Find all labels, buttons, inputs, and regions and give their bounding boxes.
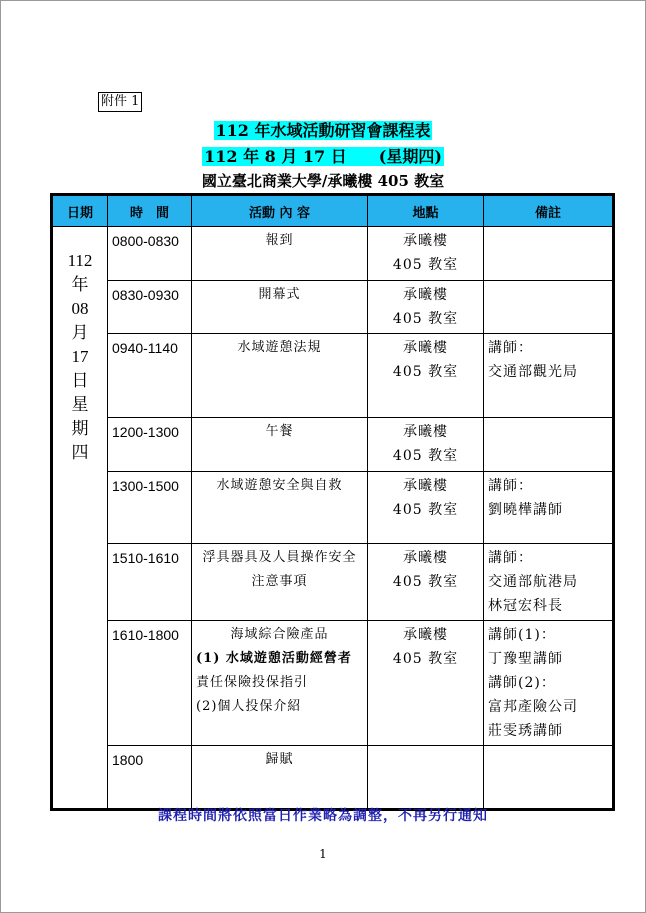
activity-cell: [192, 227, 368, 281]
activity-cell: [192, 281, 368, 334]
location-cell-line: 405 教室: [392, 651, 459, 667]
activity-cell: [192, 621, 368, 746]
header-location: 地點: [368, 195, 484, 227]
note-cell-line: 講師：: [488, 340, 533, 356]
time-cell: 0800-0830: [108, 227, 192, 281]
date-char: 期: [71, 419, 89, 438]
note-cell-line: 莊雯琇講師: [488, 723, 563, 739]
location-cell: [368, 227, 484, 281]
table-row: [52, 281, 614, 334]
table-row: [52, 334, 614, 418]
activity-cell: [192, 334, 368, 418]
activity-cell-line: 歸賦: [265, 752, 294, 767]
note-cell-line: 丁豫聖講師: [488, 651, 563, 667]
date-cell: [52, 227, 108, 810]
activity-cell-line: 海域綜合險產品: [230, 627, 329, 642]
note-cell: [484, 227, 614, 281]
date-char: 四: [71, 443, 89, 462]
note-cell-line: 富邦產險公司: [488, 699, 578, 715]
activity-cell-line: 水域遊憩安全與自救: [216, 478, 343, 493]
note-cell-line: 交通部觀光局: [488, 364, 578, 380]
table-header-row: [52, 195, 614, 227]
activity-cell-line: 報到: [265, 233, 294, 248]
activity-cell-line: 浮具器具及人員操作安全: [202, 550, 357, 565]
title-venue: 國立臺北商業大學/承曦樓 405 教室: [201, 172, 445, 190]
location-cell: [368, 621, 484, 746]
location-cell-line: 405 教室: [392, 448, 459, 464]
location-cell-line: 承曦樓: [403, 287, 448, 303]
title-course-schedule: [0, 120, 646, 142]
location-cell: [368, 544, 484, 621]
location-cell-line: 405 教室: [392, 257, 459, 273]
title-date: [0, 146, 646, 168]
note-cell-line: 交通部航港局: [488, 574, 578, 590]
activity-cell-line: 開幕式: [258, 287, 301, 302]
schedule-table: [50, 193, 615, 811]
location-cell: [368, 418, 484, 472]
time-cell: 1200-1300: [108, 418, 192, 472]
table-row: [52, 472, 614, 544]
footer-note: 課程時間將依照當日作業略為調整，不再另行通知: [158, 808, 488, 824]
note-cell: [484, 418, 614, 472]
table-row: [52, 621, 614, 746]
activity-cell-line: 水域遊憩法規: [237, 340, 322, 355]
location-cell-line: 405 教室: [392, 311, 459, 327]
note-cell: [484, 621, 614, 746]
note-cell: [484, 472, 614, 544]
time-cell: 1510-1610: [108, 544, 192, 621]
note-cell: [484, 334, 614, 418]
page-number: 1: [319, 847, 327, 861]
location-cell-line: 承曦樓: [403, 478, 448, 494]
location-cell-line: 承曦樓: [403, 340, 448, 356]
table-row: [52, 746, 614, 810]
location-cell-line: 承曦樓: [403, 627, 448, 643]
note-cell: [484, 544, 614, 621]
note-cell-line: 講師(1)：: [488, 627, 556, 643]
header-date: 日期: [52, 195, 108, 227]
table-row: [52, 227, 614, 281]
table-row: [52, 544, 614, 621]
activity-cell: [192, 746, 368, 810]
date-char: 08: [71, 299, 89, 318]
date-char: 年: [71, 275, 89, 294]
note-cell-line: 講師：: [488, 478, 533, 494]
time-cell: 1300-1500: [108, 472, 192, 544]
date-char: 星: [71, 395, 89, 414]
location-cell-line: 405 教室: [392, 574, 459, 590]
activity-cell: [192, 472, 368, 544]
date-char: 日: [71, 371, 89, 390]
note-cell-line: 講師(2)：: [488, 675, 556, 691]
activity-cell: [192, 544, 368, 621]
location-cell-line: 405 教室: [392, 364, 459, 380]
activity-cell: [192, 418, 368, 472]
note-cell: [484, 281, 614, 334]
date-char: 月: [71, 323, 89, 342]
activity-cell-line: 注意事項: [251, 574, 308, 589]
location-cell: [368, 281, 484, 334]
location-cell-line: 承曦樓: [403, 233, 448, 249]
header-notes: 備註: [484, 195, 614, 227]
note-cell: [484, 746, 614, 810]
note-cell-line: 講師：: [488, 550, 533, 566]
activity-cell-line: (2)個人投保介紹: [196, 699, 302, 714]
time-cell: 0830-0930: [108, 281, 192, 334]
location-cell: [368, 334, 484, 418]
title-line1-text: 112 年水域活動研習會課程表: [215, 121, 431, 140]
location-cell-line: 405 教室: [392, 502, 459, 518]
date-char: 17: [71, 347, 89, 366]
note-cell-line: 劉曉樺講師: [488, 502, 563, 518]
location-cell-line: 承曦樓: [403, 424, 448, 440]
activity-cell-line: (1) 水域遊憩活動經營者: [196, 651, 352, 666]
location-cell: [368, 746, 484, 810]
time-cell: 1800: [108, 746, 192, 810]
date-char: 112: [67, 251, 93, 270]
header-activity: 活動 內 容: [192, 195, 368, 227]
attachment-label: 附件 1: [98, 92, 142, 112]
header-time: 時 間: [108, 195, 192, 227]
table-row: [52, 418, 614, 472]
note-cell-line: 林冠宏科長: [488, 598, 563, 614]
location-cell-line: 承曦樓: [403, 550, 448, 566]
title-line2-text: 112 年 8 月 17 日 (星期四): [204, 147, 442, 166]
activity-cell-line: 午餐: [265, 424, 294, 439]
time-cell: 0940-1140: [108, 334, 192, 418]
activity-cell-line: 責任保險投保指引: [196, 675, 309, 690]
location-cell: [368, 472, 484, 544]
time-cell: 1610-1800: [108, 621, 192, 746]
